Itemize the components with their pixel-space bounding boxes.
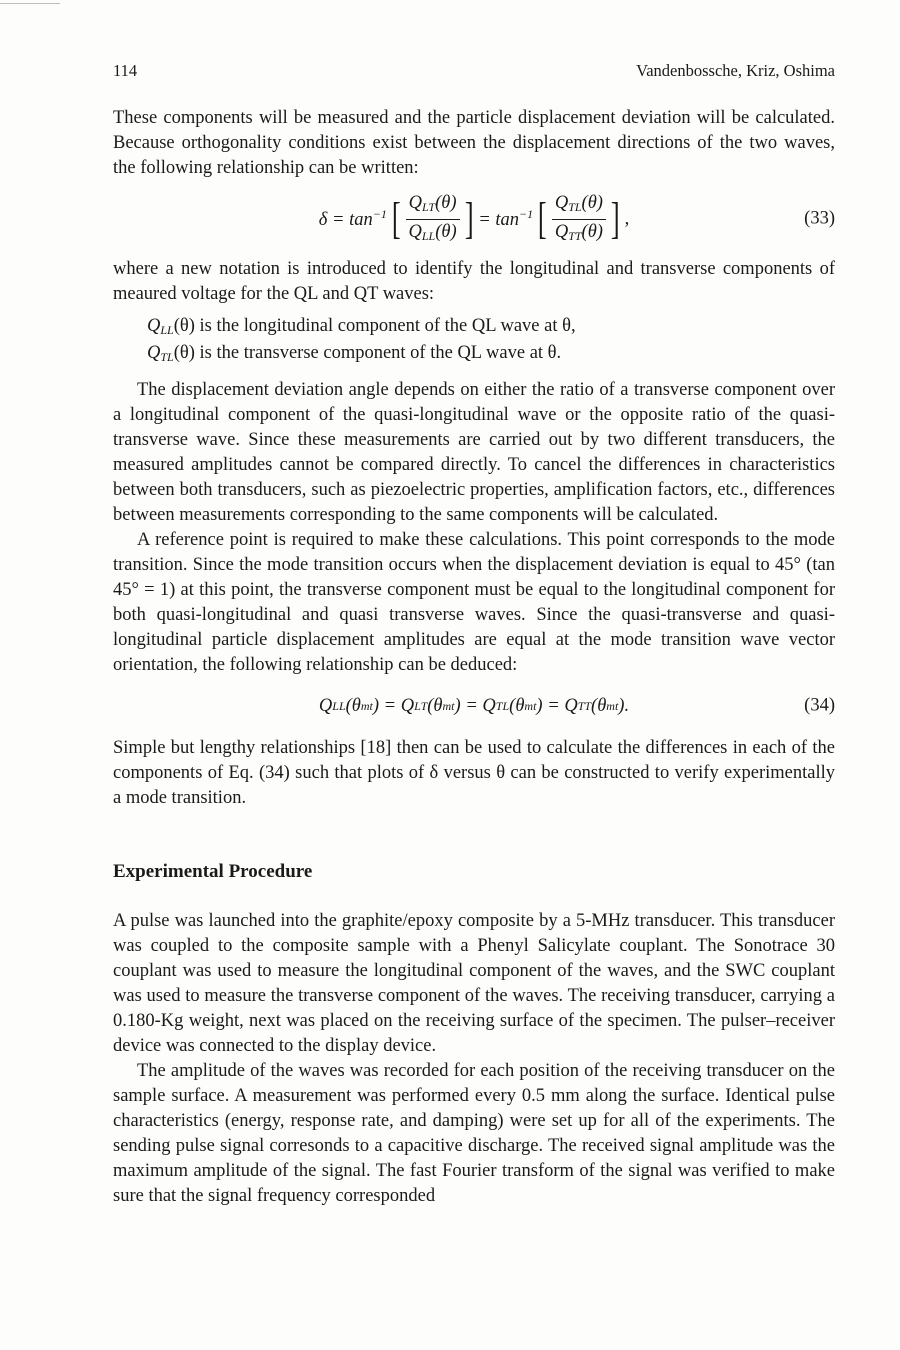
equation-33	[113, 189, 835, 249]
reference-paragraph: A reference point is required to make these calculations. This point corresponds to the mode transition. Since the mode transition occurs when the displacement deviation is equal to 45° (tan 45° = 1) at this point, the transverse component must be equal to the longitudinal component for both quasi-longitudinal and quasi transverse waves. Since the quasi-transverse and quasi-longitudinal particle displacement amplitudes are equal at the mode transition wave vector orientation, the following relationship can be deduced:	[113, 530, 835, 675]
simple-relationships-paragraph: Simple but lengthy relationships [18] then can be used to calculate the differences in each of the components of Eq. (34) such that plots of δ versus θ can be constructed to verify experimentally a mode transition.	[113, 738, 835, 808]
amplitude-paragraph: The amplitude of the waves was recorded for each position of the receiving transducer on the sample surface. A measurement was performed every 0.5 mm along the surface. Identical pulse characteristics (energy, response rate, and damping) were set up for all of the experiments. The sending pulse signal corresonds to a capacitive discharge. The received signal amplitude was the maximum amplitude of the signal. The fast Fourier transform of the signal was verified to make sure that the signal frequency corresponded	[113, 1061, 835, 1206]
eq33-trailing-comma: ,	[624, 208, 630, 229]
page-number: 114	[113, 61, 138, 80]
eq33-fraction-1: $\frac{Q_{LT}(\theta)}{Q_{LL}(\theta)}$	[405, 192, 459, 247]
equation-number-33: (33)	[804, 208, 835, 229]
definitions-list	[113, 315, 835, 369]
pulse-paragraph: A pulse was launched into the graphite/epoxy composite by a 5-MHz transducer. This transducer was coupled to the composite sample with a Phenyl Salicylate couplant. The Sonotrace 30 couplant was used to measure the longitudinal component of the waves, and the SWC couplant was used to measure the transverse component of the waves. The receiving transducer, carrying a 0.180-Kg weight, next was placed on the receiving surface of the specimen. The pulser–receiver device was connected to the display device.	[113, 911, 835, 1056]
definition-qtl: $Q_{TL}(\theta)$ is the transverse component of the QL wave at θ.	[147, 343, 562, 364]
equation-33-body	[113, 189, 835, 249]
eq33-bracket-1: [ $\frac{Q_{LT}(\theta)}{Q_{LL}(\theta)}$ ]	[389, 192, 476, 247]
page-body	[113, 106, 835, 1209]
equation-34-body: Q LL (θ mt ) = Q LT (θ mt ) = Q TL (θ mt ) = Q TT (θ mt ) .	[318, 695, 630, 716]
eq33-bracket-2: [ $\frac{Q_{TL}(\theta)}{Q_{TT}(\theta)}$ ]	[535, 192, 622, 247]
definition-qll: $Q_{LL}(\theta)$ is the longitudinal component of the QL wave at θ,	[147, 316, 576, 337]
deviation-paragraph: The displacement deviation angle depends on either the ratio of a transverse component over a longitudinal component of the quasi-longitudinal wave or the opposite ratio of the quasi-transverse wave. Since these measurements are carried out by two different transducers, the measured amplitudes cannot be compared directly. To cancel the differences in characteristics between both transducers, such as piezoelectric properties, amplification factors, etc., differences between measurements corresponding to the same components will be calculated.	[113, 380, 835, 525]
section-heading: Experimental Procedure	[113, 861, 313, 882]
eq33-middle: = $\tan^{-1}$	[478, 207, 534, 230]
running-authors: Vandenbossche, Kriz, Oshima	[636, 61, 835, 80]
top-rule	[0, 3, 60, 4]
eq33-fraction-2: $\frac{Q_{TL}(\theta)}{Q_{TT}(\theta)}$	[552, 192, 606, 247]
intro-paragraph: These components will be measured and the particle displacement deviation will be calculated. Because orthogonality conditions exist between the displacement directions of the two waves, the following relationship can be written:	[113, 108, 835, 178]
eq33-lhs: $\delta = \tan^{-1}$	[318, 207, 387, 230]
equation-number-34: (34)	[804, 695, 835, 716]
equation-34	[113, 684, 835, 728]
notation-paragraph: where a new notation is introduced to identify the longitudinal and transverse components of meaured voltage for the QL and QT waves:	[113, 259, 835, 304]
